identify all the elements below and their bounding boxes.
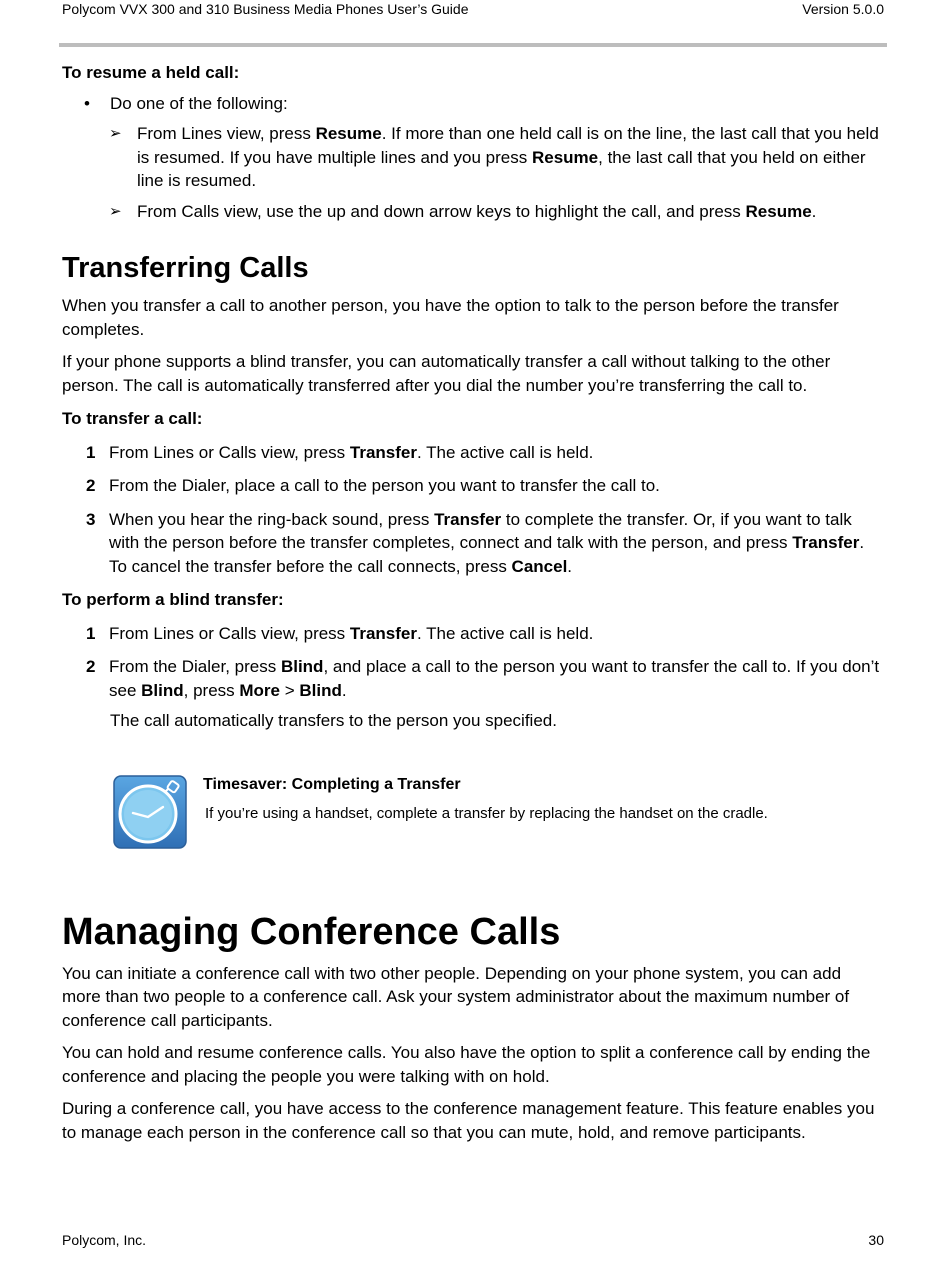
step-text: , and place a call to the person you want to transfer the call to. If you don’t see: [109, 657, 880, 700]
stopwatch-icon: [113, 775, 187, 849]
transfer-key: Transfer: [349, 442, 417, 462]
step-text: . The active call is held.: [417, 623, 594, 643]
bullet-dot: •: [84, 93, 90, 113]
footer-company: Polycom, Inc.: [62, 1232, 147, 1248]
header-divider: [59, 43, 887, 47]
resume-procedure-heading: To resume a held call:: [62, 63, 240, 82]
resume-option-calls: [62, 200, 884, 224]
step-text: When you hear the ring-back sound, press: [109, 509, 435, 529]
step-number: 2: [86, 657, 96, 676]
step-number: 1: [86, 623, 96, 643]
timesaver-title: Timesaver: Completing a Transfer: [203, 775, 461, 793]
transfer-key: Transfer: [434, 509, 502, 529]
resume-bullet-text: Do one of the following:: [110, 93, 288, 113]
timesaver-callout: [62, 775, 884, 855]
cancel-key: Cancel: [511, 556, 568, 576]
step-text: .: [341, 680, 347, 700]
blind-procedure-heading: To perform a blind transfer:: [62, 590, 284, 609]
step-text: .: [567, 556, 573, 576]
arrow-bullet-icon: ➢: [109, 125, 122, 142]
blind-step: [62, 655, 884, 702]
step-text: From Lines or Calls view, press: [109, 442, 350, 462]
header-version: Version 5.0.0: [802, 1, 884, 17]
transfer-key: Transfer: [792, 533, 860, 552]
header-title: Polycom VVX 300 and 310 Business Media Phones User’s Guide: [62, 1, 469, 17]
step-text: From the Dialer, place a call to the person you want to transfer the call to.: [109, 476, 660, 495]
step-text: . The active call is held.: [417, 442, 594, 462]
blind-key: Blind: [299, 680, 342, 700]
resume-option-lines: [62, 122, 884, 193]
more-key: More: [239, 680, 281, 700]
transfer-step: [62, 474, 884, 498]
resume-key: Resume: [315, 124, 382, 143]
step-number: 2: [86, 476, 96, 495]
option-text: From Lines view, press: [137, 124, 316, 143]
step-number: 3: [86, 509, 96, 529]
transfer-intro: When you transfer a call to another person, you have the option to talk to the person before the transfer completes.: [62, 296, 839, 339]
transfer-step: [62, 508, 884, 579]
blind-transfer-intro: If your phone supports a blind transfer, you can automatically transfer a call without talking to the other person. The call is automatically transferred after you dial the number you’re transferring the call to.: [62, 352, 831, 395]
resume-key: Resume: [745, 201, 812, 221]
transfer-step: [62, 441, 884, 465]
step-text: From the Dialer, press: [109, 657, 281, 676]
step-text: . To cancel the transfer before the call connects, press: [109, 533, 865, 576]
conference-para-1: You can initiate a conference call with two other people. Depending on your phone system, you can add more than two people to a conference call. Ask your system administrator about the maximum number of conference call participants.: [62, 963, 850, 1030]
menu-separator: >: [280, 680, 300, 700]
option-text: From Calls view, use the up and down arrow keys to highlight the call, and press: [137, 201, 746, 221]
blind-key: Blind: [141, 680, 184, 700]
transfer-key: Transfer: [349, 623, 417, 643]
blind-key: Blind: [280, 657, 324, 676]
conference-para-3: During a conference call, you have access to the conference management feature. This feature enables you to manage each person in the conference call so that you can mute, hold, and remove participants.: [62, 1099, 875, 1142]
page-content: [62, 61, 884, 1144]
step-text: , press: [183, 680, 240, 700]
timesaver-body: If you’re using a handset, complete a transfer by replacing the handset on the cradle.: [205, 804, 768, 822]
step-text: to complete the transfer. Or, if you want to talk with the person before the transfer completes, connect and talk with the person, and press: [109, 509, 852, 552]
option-text: .: [811, 201, 817, 221]
conference-para-2: You can hold and resume conference calls. You also have the option to split a conference call by ending the conference and placing the people you were talking with on hold.: [62, 1043, 871, 1086]
step-text: From Lines or Calls view, press: [109, 623, 350, 643]
page-number: 30: [868, 1232, 884, 1248]
option-text: . If more than one held call is on the line, the last call that you held is resumed. If you have multiple lines and you press: [137, 124, 879, 167]
resume-key: Resume: [531, 147, 599, 167]
blind-result: The call automatically transfers to the person you specified.: [110, 711, 557, 730]
chapter-title-conference: Managing Conference Calls: [62, 910, 561, 953]
resume-bullet: [62, 92, 884, 116]
option-text: , the last call that you held on either line is resumed.: [137, 147, 866, 190]
transfer-procedure-heading: To transfer a call:: [62, 409, 203, 428]
step-number: 1: [86, 442, 96, 462]
section-title-transferring: Transferring Calls: [62, 252, 309, 284]
blind-step: [62, 622, 884, 646]
arrow-bullet-icon: ➢: [109, 202, 122, 220]
